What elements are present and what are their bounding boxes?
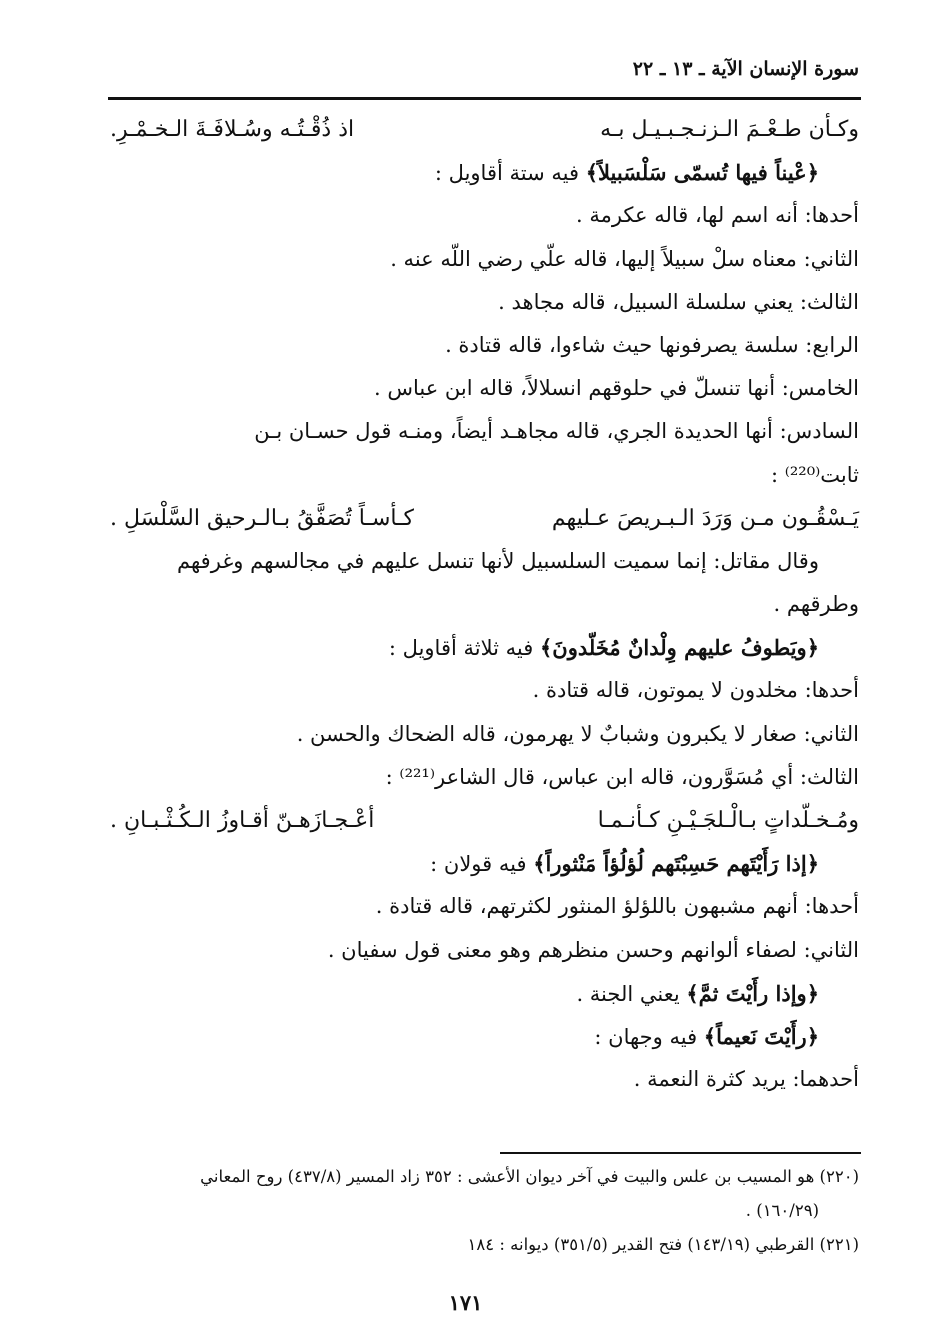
poem-verse bbox=[110, 108, 859, 151]
running-header: سورة الإنسان الآية ـ ١٣ ـ ٢٢ bbox=[632, 58, 859, 80]
verse-first-half: وكـأن طـعْـمَ الـزنـجـبـيـل بـه bbox=[600, 117, 859, 142]
poem-verse bbox=[110, 799, 859, 842]
text-line: أحدها: مخلدون لا يموتون، قاله قتادة . bbox=[532, 678, 859, 703]
text-line: الرابع: سلسة يصرفونها حيث شاءوا، قاله قتادة . bbox=[445, 332, 859, 357]
header-rule bbox=[108, 97, 861, 100]
quran-quote: ﴿عْيناً فيها تُسمّى سَلْسَبيلاً﴾ bbox=[585, 160, 819, 186]
text-line: أحدهما: يريد كثرة النعمة . bbox=[633, 1067, 859, 1092]
quran-quote: ﴿وإذا رأَيْتَ ثمَّ﴾ bbox=[686, 980, 819, 1006]
text-line: أحدها: أنهم مشبهون باللؤلؤ المنثور لكثرتهم، قاله قتادة . bbox=[375, 894, 859, 919]
footnote: (١٦٠/٢٩) . bbox=[745, 1201, 819, 1220]
quran-line bbox=[110, 972, 859, 1015]
poem-verse bbox=[110, 497, 859, 540]
text-line: السادس: أنها الحديدة الجري، قاله مجاهـد أيضاً، ومنـه قول حسـان بـن bbox=[254, 419, 859, 444]
quran-line bbox=[110, 626, 859, 669]
quran-comment: يعني الجنة . bbox=[576, 981, 687, 1006]
text-line: وقال مقاتل: إنما سميت السلسبيل لأنها تنسل عليهم في مجالسهم وغرفهم bbox=[177, 548, 819, 573]
quran-line bbox=[110, 842, 859, 885]
text-line: الثالث: يعني سلسلة السبيل، قاله مجاهد . bbox=[498, 289, 859, 314]
text-line: الثاني: صغار لا يكبرون وشبابٌ لا يهرمون، قاله الضحاك والحسن . bbox=[296, 721, 859, 746]
verse-first-half: يَـسْقُـون مـن وَرَدَ الـبـريصَ عـليهم bbox=[551, 505, 859, 531]
footnote: (٢٢١) القرطبي (١٤٣/١٩) فتح القدير (٣٥١/٥) ديوانه : ١٨٤ bbox=[467, 1235, 859, 1254]
quran-comment: فيه قولان : bbox=[430, 852, 534, 877]
text-line: الخامس: أنها تنسلّ في حلوقهم انسلالاً، قاله ابن عباس . bbox=[374, 376, 859, 401]
text-line: ثابت⁽²²⁰⁾ : bbox=[770, 462, 859, 487]
quran-comment: فيه وجهان : bbox=[594, 1024, 704, 1049]
quran-quote: ﴿ويَطوفُ عليهم وِلْدانٌ مُخَلّدونَ﴾ bbox=[539, 635, 819, 661]
quran-quote: ﴿إذا رَأَيْتَهم حَسِبْتَهم لُؤلُؤاً مَنْثوراً﴾ bbox=[533, 851, 819, 877]
verse-second-half: اذ ذُقْـتُـه وسُـلافَـةَ الـخـمْـرِ. bbox=[110, 117, 355, 142]
quran-line bbox=[110, 1015, 859, 1058]
footnote: (٢٢٠) هو المسيب بن علس والبيت في آخر ديوان الأعشى : ٣٥٢ زاد المسير (٤٣٧/٨) روح المعاني bbox=[200, 1167, 859, 1186]
verse-second-half: كـأسـاً تُصَفَّقُ بـالـرحيق السَّلْسَلِ . bbox=[110, 505, 415, 531]
page-number: ١٧١ bbox=[448, 1290, 483, 1315]
main-text bbox=[110, 108, 859, 1101]
quran-line bbox=[110, 151, 859, 194]
text-line: الثاني: لصفاء ألوانهم وحسن منظرهم وهو معنى قول سفيان . bbox=[327, 937, 859, 962]
text-line: أحدها: أنه اسم لها، قاله عكرمة . bbox=[575, 203, 859, 228]
quran-quote: ﴿رأَيْتَ نَعيماً﴾ bbox=[703, 1023, 819, 1049]
footnotes bbox=[110, 1160, 859, 1262]
quran-comment: فيه ستة أقاويل : bbox=[434, 161, 586, 186]
verse-second-half: أعْـجـازَهـنّ أقـاوزُ الـكُـثْـبـانِ . bbox=[110, 808, 375, 833]
text-line: الثالث: أي مُسَوَّرون، قاله ابن عباس، قال الشاعر⁽²²¹⁾ : bbox=[385, 764, 859, 789]
text-line: وطرقهم . bbox=[773, 592, 859, 617]
quran-comment: فيه ثلاثة أقاويل : bbox=[388, 636, 540, 661]
text-line: الثاني: معناه سلْ سبيلاً إليها، قاله علّي رضي اللّه عنه . bbox=[390, 246, 859, 271]
footnote-rule bbox=[500, 1152, 861, 1154]
verse-first-half: ومُـخـلّداتٍ بـالْـلجَـيْـنِ كـأنـمـا bbox=[597, 808, 859, 833]
